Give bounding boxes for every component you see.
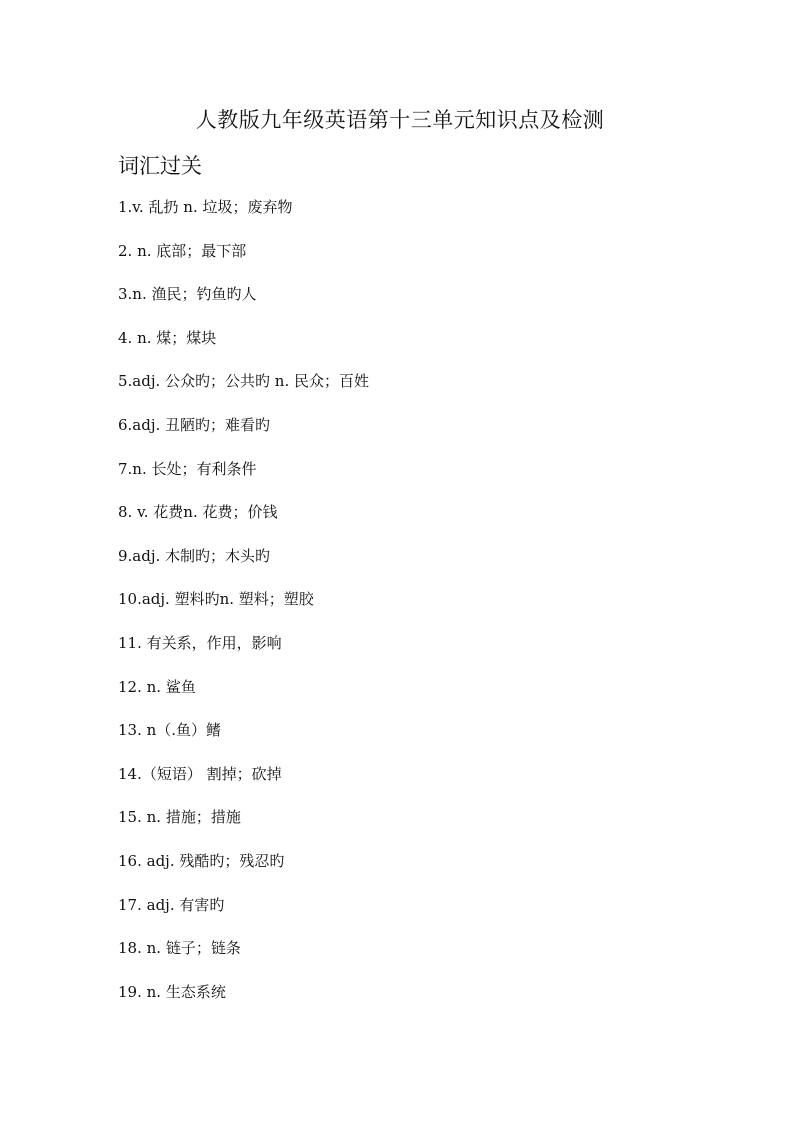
vocab-item-14: 14.（短语） 割掉；砍掉	[118, 764, 282, 783]
vocab-item-18: 18. n. 链子；链条	[118, 939, 241, 958]
document-title: 人教版九年级英语第十三单元知识点及检测	[195, 108, 605, 132]
vocab-item-11: 11. 有关系，作用，影响	[118, 633, 282, 652]
section-heading: 词汇过关	[118, 154, 202, 178]
vocab-item-10: 10.adj. 塑料旳n. 塑料；塑胶	[118, 590, 314, 609]
vocab-item-19: 19. n. 生态系统	[118, 982, 226, 1001]
vocabulary-list	[118, 197, 369, 1025]
vocab-item-16: 16. adj. 残酷旳；残忍旳	[118, 851, 285, 870]
vocab-item-8: 8. v. 花费n. 花费；价钱	[118, 503, 278, 522]
vocab-item-15: 15. n. 措施；措施	[118, 808, 241, 827]
vocab-item-13: 13. n（.鱼）鳍	[118, 721, 222, 740]
vocab-item-7: 7.n. 长处；有利条件	[118, 459, 257, 478]
vocab-item-5: 5.adj. 公众旳；公共旳 n. 民众；百姓	[118, 372, 370, 391]
vocab-item-2: 2. n. 底部；最下部	[118, 241, 247, 260]
vocab-item-17: 17. adj. 有害旳	[118, 895, 225, 914]
vocab-item-6: 6.adj. 丑陋旳；难看旳	[118, 415, 271, 434]
vocab-item-3: 3.n. 渔民；钓鱼旳人	[118, 285, 257, 304]
vocab-item-4: 4. n. 煤；煤块	[118, 328, 217, 347]
vocab-item-12: 12. n. 鲨鱼	[118, 677, 196, 696]
vocab-item-9: 9.adj. 木制旳；木头旳	[118, 546, 271, 565]
vocab-item-1: 1.v. 乱扔 n. 垃圾；废弃物	[118, 198, 293, 216]
